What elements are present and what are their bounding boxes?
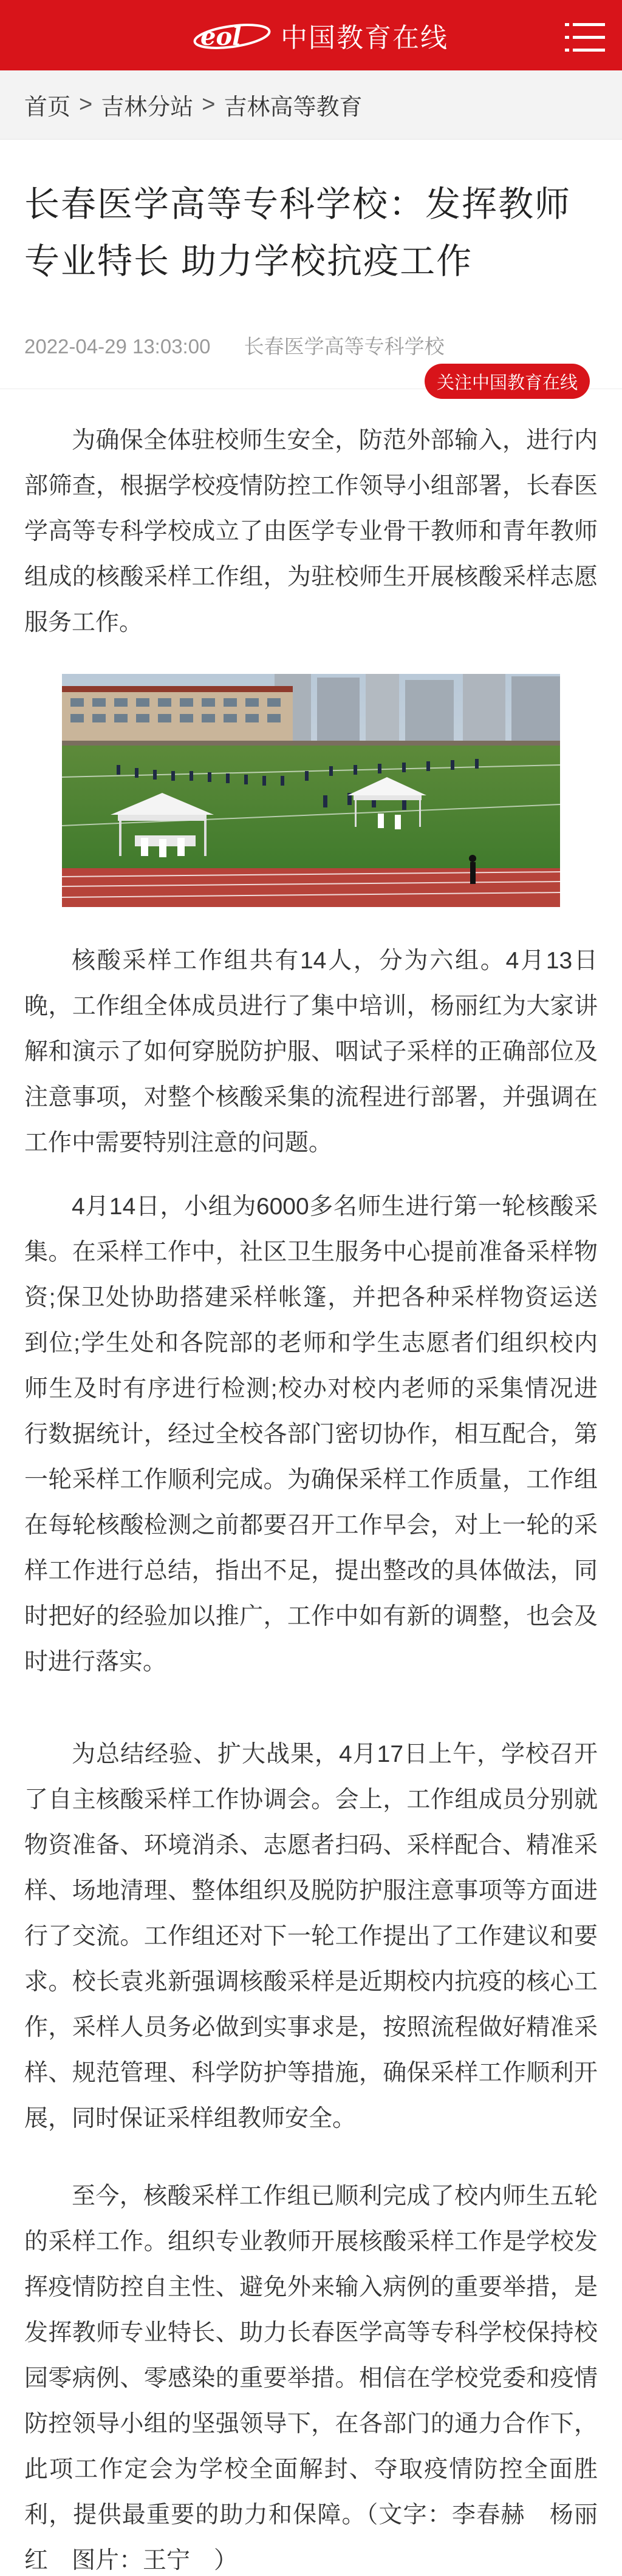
article-source: 长春医学高等专科学校 <box>244 335 445 358</box>
article-photo <box>62 674 560 907</box>
breadcrumb-home[interactable]: 首页 <box>24 95 71 120</box>
breadcrumb-separator: > <box>79 92 93 117</box>
article-paragraph: 为确保全体驻校师生安全，防范外部输入，进行内部筛查，根据学校疫情防控工作领导小组部署，长春医学高等专科学校成立了由医学专业骨干教师和青年教师组成的核酸采样工作组，为驻校师生开展核酸采样志愿服务工作。 <box>24 427 598 636</box>
brand-name: 中国教育在线 <box>281 22 448 53</box>
breadcrumb <box>0 70 622 140</box>
svg-text:eol: eol <box>200 22 242 51</box>
article-paragraph: 4月14日，小组为6000多名师生进行第一轮核酸采集。在采样工作中，社区卫生服务中心提前准备采样物资;保卫处协助搭建采样帐篷，并把各种采样物资运送到位;学生处和各院部的老师和学生志愿者们组织校内师生及时有序进行检测;校办对校内老师的采集情况进行数据统计，经过全校各部门密切协作，相互配合，第一轮采样工作顺利完成。为确保采样工作质量，工作组在每轮核酸检测之前都要召开工作早会，对上一轮的采样工作进行总结，指出不足，提出整改的具体做法，同时把好的经验加以推广，工作中如有新的调整，也会及时进行落实。 <box>24 1194 598 1675</box>
article-paragraph: 至今，核酸采样工作组已顺利完成了校内师生五轮的采样工作。组织专业教师开展核酸采样工作是学校发挥疫情防控自主性、避免外来输入病例的重要举措，是发挥教师专业特长、助力长春医学高等专科学校保持校园零病例、零感染的重要举措。相信在学校党委和疫情防控领导小组的坚强领导下，在各部门的通力合作下，此项工作定会为学校全面解封、夺取疫情防控全面胜利，提供最重要的助力和保障。（文字：李春赫 杨丽红 图片：王宁 ） <box>24 2183 598 2574</box>
article-paragraph: 为总结经验、扩大战果，4月17日上午，学校召开了自主核酸采样工作协调会。会上，工作组成员分别就物资准备、环境消杀、志愿者扫码、采样配合、精准采样、场地清理、整体组织及脱防护服注意事项等方面进行了交流。工作组还对下一轮工作提出了工作建议和要求。校长袁兆新强调核酸采样是近期校内抗疫的核心工作，采样人员务必做到实事求是，按照流程做好精准采样、规范管理、科学防护等措施，确保采样工作顺利开展，同时保证采样组教师安全。 <box>24 1741 598 2132</box>
menu-button[interactable] <box>565 22 605 53</box>
menu-icon <box>565 22 605 53</box>
breadcrumb-jilin[interactable]: 吉林分站 <box>101 95 194 120</box>
breadcrumb-separator: > <box>202 92 216 117</box>
article-date: 2022-04-29 13:03:00 <box>24 335 211 358</box>
testing-site-photo <box>62 674 560 907</box>
top-header <box>0 0 622 70</box>
article-meta <box>24 331 445 359</box>
follow-button[interactable]: 关注中国教育在线 <box>425 364 590 399</box>
site-logo[interactable] <box>192 17 448 53</box>
article-title: 长春医学高等专科学校：发挥教师专业特长 助力学校抗疫工作 <box>24 185 572 281</box>
eol-logo-icon <box>192 17 273 53</box>
breadcrumb-higher-edu[interactable]: 吉林高等教育 <box>224 95 363 120</box>
article-paragraph: 核酸采样工作组共有14人，分为六组。4月13日晚，工作组全体成员进行了集中培训，杨丽红为大家讲解和演示了如何穿脱防护服、咽试子采样的正确部位及注意事项，对整个核酸采集的流程进行部署，并强调在工作中需要特别注意的问题。 <box>24 948 598 1156</box>
